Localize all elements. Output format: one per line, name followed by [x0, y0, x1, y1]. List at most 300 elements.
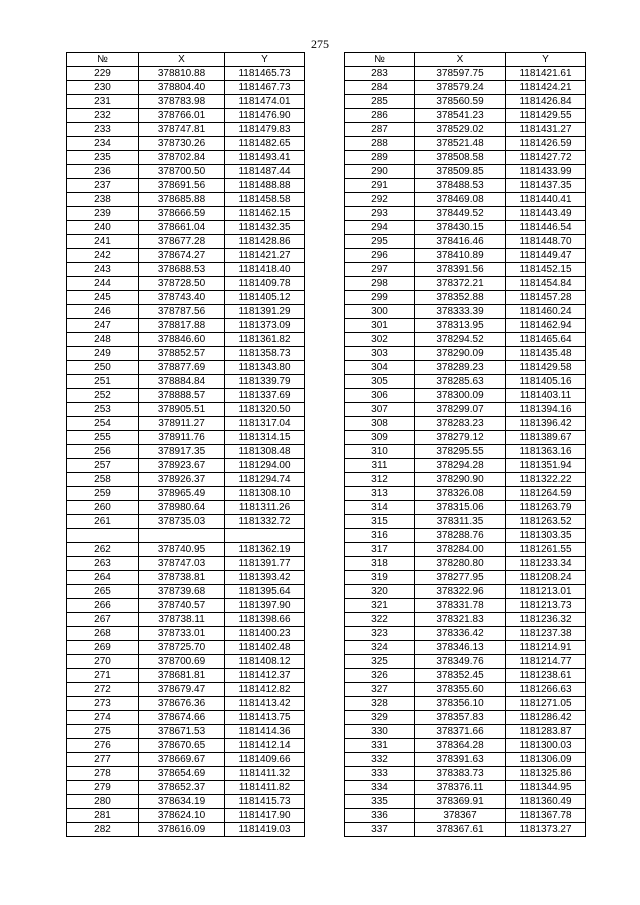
table-row: [345, 739, 586, 753]
cell-x-coordinate: 378352.45: [415, 669, 506, 683]
cell-y-coordinate: 1181476.90: [225, 109, 305, 123]
table-row: [345, 263, 586, 277]
table-row: [345, 235, 586, 249]
table-row: [345, 81, 586, 95]
cell-y-coordinate: 1181429.58: [506, 361, 586, 375]
cell-y-coordinate: 1181403.11: [506, 389, 586, 403]
cell-point-number: 269: [67, 641, 139, 655]
cell-x-coordinate: 378469.08: [415, 193, 506, 207]
cell-point-number: 262: [67, 543, 139, 557]
cell-point-number: 229: [67, 67, 139, 81]
cell-x-coordinate: 378372.21: [415, 277, 506, 291]
cell-y-coordinate: 1181432.35: [225, 221, 305, 235]
cell-x-coordinate: 378295.55: [415, 445, 506, 459]
cell-y-coordinate: 1181213.01: [506, 585, 586, 599]
cell-point-number: 325: [345, 655, 415, 669]
cell-y-coordinate: 1181409.66: [225, 753, 305, 767]
cell-point-number: 333: [345, 767, 415, 781]
table-row: [345, 347, 586, 361]
cell-x-coordinate: 378355.60: [415, 683, 506, 697]
table-row: [345, 277, 586, 291]
cell-x-coordinate: 378364.28: [415, 739, 506, 753]
table-row: [345, 487, 586, 501]
cell-x-coordinate: 378529.02: [415, 123, 506, 137]
cell-point-number: 310: [345, 445, 415, 459]
cell-point-number: 321: [345, 599, 415, 613]
cell-x-coordinate: 378616.09: [139, 823, 225, 837]
cell-y-coordinate: 1181389.67: [506, 431, 586, 445]
cell-x-coordinate: 378766.01: [139, 109, 225, 123]
cell-x-coordinate: 378367.61: [415, 823, 506, 837]
table-row: [67, 263, 305, 277]
table-header-row: [67, 53, 305, 67]
table-row: [67, 67, 305, 81]
table-row: [345, 767, 586, 781]
cell-point-number: 308: [345, 417, 415, 431]
cell-point-number: 329: [345, 711, 415, 725]
table-row: [67, 529, 305, 543]
cell-x-coordinate: 378288.76: [415, 529, 506, 543]
cell-y-coordinate: 1181431.27: [506, 123, 586, 137]
cell-x-coordinate: 378747.03: [139, 557, 225, 571]
column-header-number: №: [67, 53, 139, 67]
cell-x-coordinate: 378579.24: [415, 81, 506, 95]
table-row: [67, 767, 305, 781]
cell-y-coordinate: 1181398.66: [225, 613, 305, 627]
table-row: [345, 137, 586, 151]
cell-x-coordinate: 378391.63: [415, 753, 506, 767]
cell-y-coordinate: 1181303.35: [506, 529, 586, 543]
cell-x-coordinate: 378735.03: [139, 515, 225, 529]
table-row: [67, 697, 305, 711]
cell-point-number: 235: [67, 151, 139, 165]
table-row: [345, 403, 586, 417]
cell-y-coordinate: 1181337.69: [225, 389, 305, 403]
cell-point-number: 336: [345, 809, 415, 823]
coordinates-table-right: [344, 52, 586, 837]
cell-y-coordinate: 1181395.64: [225, 585, 305, 599]
table-row: [67, 571, 305, 585]
table-row: [345, 375, 586, 389]
cell-x-coordinate: 378676.36: [139, 697, 225, 711]
cell-point-number: 303: [345, 347, 415, 361]
cell-y-coordinate: 1181325.86: [506, 767, 586, 781]
cell-point-number: 309: [345, 431, 415, 445]
cell-point-number: 307: [345, 403, 415, 417]
cell-y-coordinate: 1181360.49: [506, 795, 586, 809]
cell-y-coordinate: 1181413.75: [225, 711, 305, 725]
cell-point-number: 256: [67, 445, 139, 459]
table-row: [345, 179, 586, 193]
cell-x-coordinate: 378430.15: [415, 221, 506, 235]
cell-point-number: 231: [67, 95, 139, 109]
table-row: [67, 249, 305, 263]
table-row: [67, 361, 305, 375]
table-row: [345, 543, 586, 557]
cell-point-number: 286: [345, 109, 415, 123]
cell-point-number: 261: [67, 515, 139, 529]
cell-x-coordinate: 378679.47: [139, 683, 225, 697]
cell-y-coordinate: 1181408.12: [225, 655, 305, 669]
table-row: [67, 81, 305, 95]
table-row: [67, 501, 305, 515]
table-row: [345, 725, 586, 739]
cell-y-coordinate: 1181308.48: [225, 445, 305, 459]
cell-y-coordinate: 1181452.15: [506, 263, 586, 277]
cell-y-coordinate: 1181412.14: [225, 739, 305, 753]
table-row: [67, 823, 305, 837]
table-row: [67, 137, 305, 151]
cell-point-number: 315: [345, 515, 415, 529]
cell-point-number: 302: [345, 333, 415, 347]
cell-x-coordinate: 378677.28: [139, 235, 225, 249]
cell-x-coordinate: 378383.73: [415, 767, 506, 781]
cell-point-number: 317: [345, 543, 415, 557]
cell-x-coordinate: 378371.66: [415, 725, 506, 739]
cell-y-coordinate: 1181405.16: [506, 375, 586, 389]
table-row: [67, 221, 305, 235]
table-row: [67, 725, 305, 739]
cell-x-coordinate: 378730.26: [139, 137, 225, 151]
cell-x-coordinate: 378911.76: [139, 431, 225, 445]
table-row: [345, 109, 586, 123]
cell-y-coordinate: 1181465.73: [225, 67, 305, 81]
cell-x-coordinate: 378884.84: [139, 375, 225, 389]
cell-x-coordinate: 378294.52: [415, 333, 506, 347]
cell-y-coordinate: 1181343.80: [225, 361, 305, 375]
table-row: [67, 809, 305, 823]
table-row: [345, 305, 586, 319]
cell-x-coordinate: 378290.90: [415, 473, 506, 487]
cell-y-coordinate: 1181314.15: [225, 431, 305, 445]
cell-point-number: 318: [345, 557, 415, 571]
cell-y-coordinate: 1181361.82: [225, 333, 305, 347]
cell-point-number: 266: [67, 599, 139, 613]
cell-point-number: 314: [345, 501, 415, 515]
cell-y-coordinate: 1181363.16: [506, 445, 586, 459]
cell-y-coordinate: 1181308.10: [225, 487, 305, 501]
cell-x-coordinate: 378980.64: [139, 501, 225, 515]
cell-x-coordinate: 378738.81: [139, 571, 225, 585]
table-row: [345, 515, 586, 529]
table-row: [67, 795, 305, 809]
cell-y-coordinate: 1181294.00: [225, 459, 305, 473]
cell-x-coordinate: 378508.58: [415, 151, 506, 165]
cell-y-coordinate: 1181414.36: [225, 725, 305, 739]
cell-x-coordinate: 378290.09: [415, 347, 506, 361]
table-row: [345, 67, 586, 81]
cell-point-number: 295: [345, 235, 415, 249]
cell-y-coordinate: 1181397.90: [225, 599, 305, 613]
cell-y-coordinate: 1181317.04: [225, 417, 305, 431]
table-row: [67, 389, 305, 403]
cell-y-coordinate: 1181437.35: [506, 179, 586, 193]
cell-y-coordinate: 1181405.12: [225, 291, 305, 305]
table-row: [67, 235, 305, 249]
cell-point-number: 322: [345, 613, 415, 627]
cell-x-coordinate: 378541.23: [415, 109, 506, 123]
cell-x-coordinate: 378852.57: [139, 347, 225, 361]
cell-y-coordinate: 1181426.59: [506, 137, 586, 151]
cell-y-coordinate: 1181320.50: [225, 403, 305, 417]
table-row: [67, 683, 305, 697]
table-row: [345, 599, 586, 613]
cell-point-number: 330: [345, 725, 415, 739]
table-row: [345, 711, 586, 725]
cell-y-coordinate: 1181488.88: [225, 179, 305, 193]
cell-x-coordinate: 378367: [415, 809, 506, 823]
table-row: [345, 585, 586, 599]
cell-point-number: 244: [67, 277, 139, 291]
cell-x-coordinate: 378352.88: [415, 291, 506, 305]
cell-y-coordinate: 1181421.61: [506, 67, 586, 81]
cell-x-coordinate: 378747.81: [139, 123, 225, 137]
cell-x-coordinate: 378817.88: [139, 319, 225, 333]
cell-y-coordinate: 1181411.32: [225, 767, 305, 781]
cell-x-coordinate: 378733.01: [139, 627, 225, 641]
table-row: [67, 333, 305, 347]
cell-y-coordinate: 1181479.83: [225, 123, 305, 137]
cell-y-coordinate: 1181482.65: [225, 137, 305, 151]
cell-point-number: 305: [345, 375, 415, 389]
cell-x-coordinate: 378326.08: [415, 487, 506, 501]
cell-point-number: 272: [67, 683, 139, 697]
table-row: [67, 515, 305, 529]
cell-x-coordinate: 378315.06: [415, 501, 506, 515]
cell-x-coordinate: 378700.69: [139, 655, 225, 669]
cell-x-coordinate: 378300.09: [415, 389, 506, 403]
cell-y-coordinate: 1181238.61: [506, 669, 586, 683]
table-row: [67, 165, 305, 179]
cell-y-coordinate: 1181460.24: [506, 305, 586, 319]
cell-point-number: 245: [67, 291, 139, 305]
table-row: [67, 711, 305, 725]
cell-point-number: 284: [345, 81, 415, 95]
cell-x-coordinate: 378685.88: [139, 193, 225, 207]
cell-x-coordinate: 378313.95: [415, 319, 506, 333]
cell-y-coordinate: 1181237.38: [506, 627, 586, 641]
cell-x-coordinate: 378289.23: [415, 361, 506, 375]
cell-y-coordinate: 1181373.27: [506, 823, 586, 837]
cell-x-coordinate: 378691.56: [139, 179, 225, 193]
table-row: [67, 599, 305, 613]
cell-x-coordinate: 378846.60: [139, 333, 225, 347]
cell-y-coordinate: 1181400.23: [225, 627, 305, 641]
table-row: [345, 291, 586, 305]
cell-x-coordinate: 378652.37: [139, 781, 225, 795]
cell-y-coordinate: 1181391.77: [225, 557, 305, 571]
cell-x-coordinate: 378280.80: [415, 557, 506, 571]
cell-x-coordinate: 378743.40: [139, 291, 225, 305]
cell-y-coordinate: 1181443.49: [506, 207, 586, 221]
cell-y-coordinate: 1181421.27: [225, 249, 305, 263]
table-row: [345, 193, 586, 207]
cell-point-number: 273: [67, 697, 139, 711]
cell-y-coordinate: 1181413.42: [225, 697, 305, 711]
table-row: [345, 165, 586, 179]
cell-point-number: 236: [67, 165, 139, 179]
table-row: [345, 641, 586, 655]
cell-point-number: 257: [67, 459, 139, 473]
cell-x-coordinate: 378294.28: [415, 459, 506, 473]
table-row: [345, 669, 586, 683]
cell-point-number: 260: [67, 501, 139, 515]
cell-x-coordinate: 378597.75: [415, 67, 506, 81]
cell-point-number: 264: [67, 571, 139, 585]
cell-x-coordinate: 378357.83: [415, 711, 506, 725]
table-row: [345, 249, 586, 263]
table-row: [345, 655, 586, 669]
table-row: [345, 319, 586, 333]
cell-y-coordinate: 1181426.84: [506, 95, 586, 109]
table-row: [67, 305, 305, 319]
cell-point-number: 306: [345, 389, 415, 403]
table-row: [67, 739, 305, 753]
cell-y-coordinate: 1181462.15: [225, 207, 305, 221]
cell-x-coordinate: 378911.27: [139, 417, 225, 431]
table-row: [345, 361, 586, 375]
table-row: [67, 95, 305, 109]
cell-y-coordinate: 1181344.95: [506, 781, 586, 795]
cell-x-coordinate: 378654.69: [139, 767, 225, 781]
cell-x-coordinate: 378336.42: [415, 627, 506, 641]
table-row: [345, 557, 586, 571]
table-row: [345, 501, 586, 515]
table-row: [345, 459, 586, 473]
cell-point-number: [67, 529, 139, 543]
cell-y-coordinate: 1181351.94: [506, 459, 586, 473]
cell-x-coordinate: 378810.88: [139, 67, 225, 81]
cell-y-coordinate: 1181402.48: [225, 641, 305, 655]
cell-x-coordinate: 378284.00: [415, 543, 506, 557]
cell-point-number: 248: [67, 333, 139, 347]
cell-point-number: 332: [345, 753, 415, 767]
cell-y-coordinate: 1181391.29: [225, 305, 305, 319]
coordinates-table-left: [66, 52, 305, 837]
cell-point-number: 311: [345, 459, 415, 473]
table-row: [345, 823, 586, 837]
table-row: [345, 221, 586, 235]
cell-point-number: 251: [67, 375, 139, 389]
table-row: [67, 557, 305, 571]
cell-y-coordinate: 1181449.47: [506, 249, 586, 263]
cell-point-number: 241: [67, 235, 139, 249]
cell-point-number: 275: [67, 725, 139, 739]
cell-y-coordinate: 1181214.91: [506, 641, 586, 655]
table-row: [345, 529, 586, 543]
cell-point-number: 327: [345, 683, 415, 697]
table-row: [345, 809, 586, 823]
table-row: [67, 487, 305, 501]
cell-x-coordinate: 378311.35: [415, 515, 506, 529]
cell-point-number: 291: [345, 179, 415, 193]
cell-y-coordinate: 1181294.74: [225, 473, 305, 487]
cell-point-number: 293: [345, 207, 415, 221]
cell-x-coordinate: 378624.10: [139, 809, 225, 823]
cell-point-number: 259: [67, 487, 139, 501]
cell-y-coordinate: 1181409.78: [225, 277, 305, 291]
table-row: [345, 207, 586, 221]
cell-point-number: 334: [345, 781, 415, 795]
table-row: [67, 207, 305, 221]
cell-point-number: 320: [345, 585, 415, 599]
cell-y-coordinate: 1181428.86: [225, 235, 305, 249]
table-row: [67, 585, 305, 599]
cell-point-number: 234: [67, 137, 139, 151]
cell-point-number: 238: [67, 193, 139, 207]
cell-x-coordinate: 378322.96: [415, 585, 506, 599]
cell-y-coordinate: 1181412.82: [225, 683, 305, 697]
column-header-x: X: [139, 53, 225, 67]
cell-y-coordinate: 1181233.34: [506, 557, 586, 571]
cell-y-coordinate: 1181417.90: [225, 809, 305, 823]
cell-y-coordinate: 1181264.59: [506, 487, 586, 501]
cell-x-coordinate: 378333.39: [415, 305, 506, 319]
cell-point-number: 288: [345, 137, 415, 151]
cell-point-number: 316: [345, 529, 415, 543]
cell-point-number: 289: [345, 151, 415, 165]
cell-x-coordinate: 378740.57: [139, 599, 225, 613]
cell-x-coordinate: 378738.11: [139, 613, 225, 627]
cell-x-coordinate: 378674.66: [139, 711, 225, 725]
cell-y-coordinate: 1181474.01: [225, 95, 305, 109]
cell-y-coordinate: 1181493.41: [225, 151, 305, 165]
cell-x-coordinate: 378702.84: [139, 151, 225, 165]
cell-point-number: 328: [345, 697, 415, 711]
cell-x-coordinate: 378681.81: [139, 669, 225, 683]
cell-x-coordinate: 378965.49: [139, 487, 225, 501]
cell-y-coordinate: 1181208.24: [506, 571, 586, 585]
cell-point-number: 274: [67, 711, 139, 725]
cell-point-number: 324: [345, 641, 415, 655]
table-row: [345, 445, 586, 459]
table-row: [67, 655, 305, 669]
cell-y-coordinate: 1181440.41: [506, 193, 586, 207]
cell-point-number: 270: [67, 655, 139, 669]
table-row: [345, 571, 586, 585]
cell-x-coordinate: 378666.59: [139, 207, 225, 221]
cell-x-coordinate: 378728.50: [139, 277, 225, 291]
cell-x-coordinate: 378560.59: [415, 95, 506, 109]
cell-point-number: 300: [345, 305, 415, 319]
cell-point-number: 243: [67, 263, 139, 277]
cell-point-number: 237: [67, 179, 139, 193]
table-row: [345, 123, 586, 137]
cell-y-coordinate: 1181457.28: [506, 291, 586, 305]
table-row: [67, 375, 305, 389]
cell-point-number: 232: [67, 109, 139, 123]
cell-y-coordinate: [225, 529, 305, 543]
table-row: [67, 319, 305, 333]
cell-y-coordinate: 1181263.52: [506, 515, 586, 529]
cell-x-coordinate: 378299.07: [415, 403, 506, 417]
cell-point-number: 312: [345, 473, 415, 487]
cell-x-coordinate: 378349.76: [415, 655, 506, 669]
table-row: [67, 431, 305, 445]
cell-point-number: 285: [345, 95, 415, 109]
cell-y-coordinate: 1181306.09: [506, 753, 586, 767]
table-row: [67, 123, 305, 137]
cell-x-coordinate: 378661.04: [139, 221, 225, 235]
cell-point-number: 331: [345, 739, 415, 753]
cell-x-coordinate: 378488.53: [415, 179, 506, 193]
table-row: [345, 473, 586, 487]
cell-x-coordinate: 378787.56: [139, 305, 225, 319]
cell-point-number: 337: [345, 823, 415, 837]
cell-x-coordinate: 378279.12: [415, 431, 506, 445]
cell-y-coordinate: 1181261.55: [506, 543, 586, 557]
cell-y-coordinate: 1181415.73: [225, 795, 305, 809]
